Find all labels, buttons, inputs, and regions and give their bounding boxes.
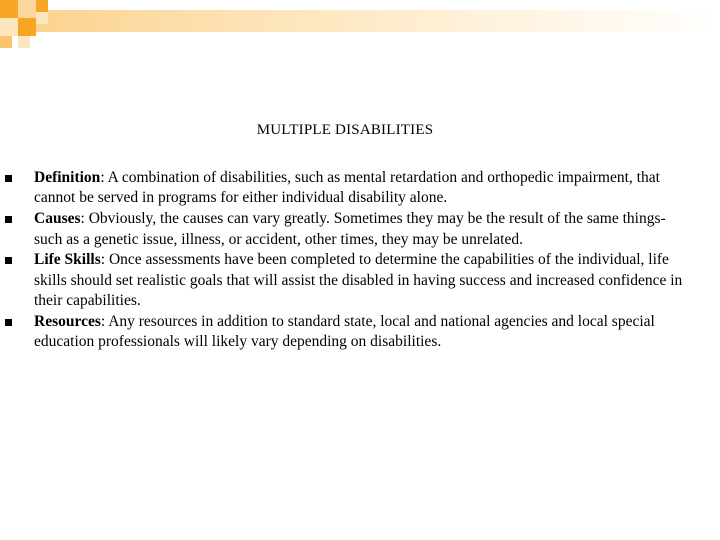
square-bullet-icon xyxy=(5,175,12,182)
slide-title: MULTIPLE DISABILITIES xyxy=(256,122,434,138)
item-term: Life Skills xyxy=(34,251,101,269)
item-term: Definition xyxy=(34,169,101,186)
list-item-resources xyxy=(0,312,684,353)
item-text: : A combination of disabilities, such as mental retardation and orthopedic impairment, that cannot be served in programs for either individual disability alone. xyxy=(34,169,660,207)
list-item-life-skills xyxy=(0,250,684,311)
square-bullet-icon xyxy=(5,319,12,326)
item-term: Resources xyxy=(34,312,101,330)
list-item-definition xyxy=(0,168,684,209)
item-term: Causes xyxy=(34,210,81,228)
item-text: : Obviously, the causes can vary greatly. Sometimes they may be the result of the same things- such as a genetic issue, illness, or accident, other times, they may be unrelated. xyxy=(34,210,666,248)
item-text: : Any resources in addition to standard state, local and national agencies and local special education professionals will likely vary depending on disabilities. xyxy=(34,312,655,351)
item-text: : Once assessments have been completed to determine the capabilities of the individual, life skills should set realistic goals that will assist the disabled in having success and increased confidence in their capabilities. xyxy=(34,251,683,310)
square-bullet-icon xyxy=(5,216,12,223)
top-decorative-banner xyxy=(0,10,720,32)
square-bullet-icon xyxy=(5,257,12,264)
bullet-list xyxy=(0,168,720,353)
list-item-causes xyxy=(0,209,684,250)
